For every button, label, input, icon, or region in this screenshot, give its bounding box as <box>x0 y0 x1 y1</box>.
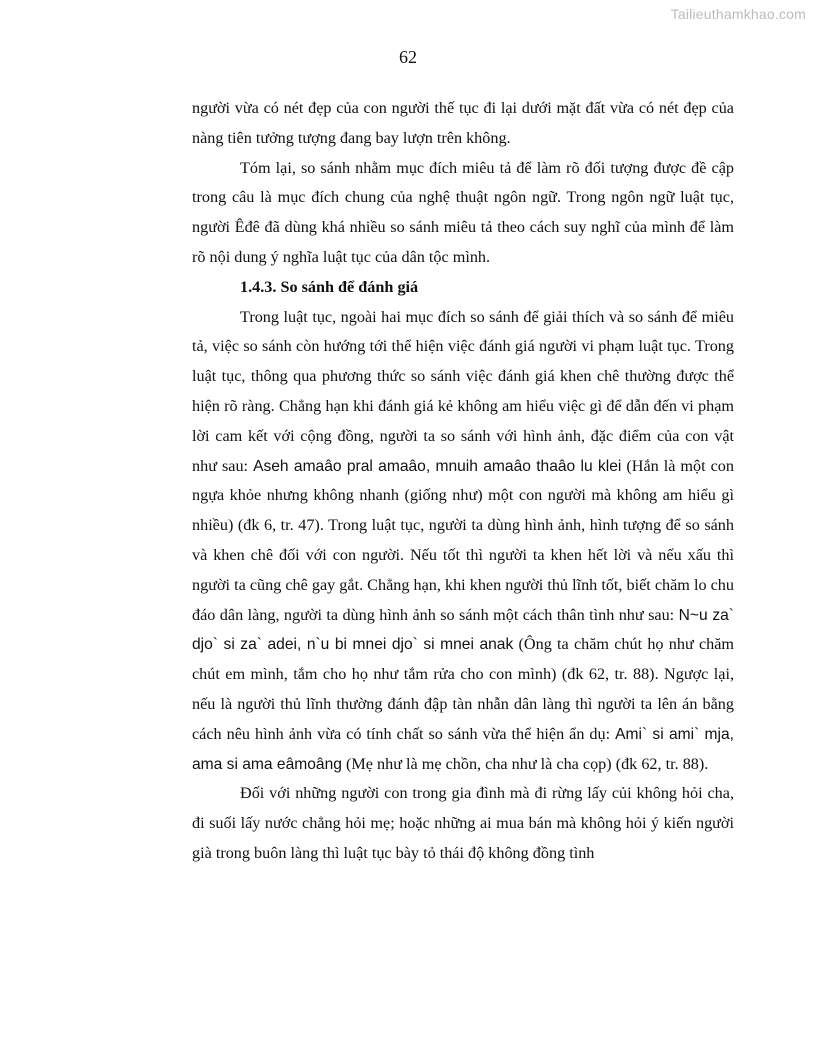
paragraph-4: Đối với những người con trong gia đình mà đi rừng lấy củi không hỏi cha, đi suối lấy nước chẳng hỏi mẹ; hoặc những ai mua bán mà không hỏi ý kiến người già trong buôn làng thì luật tục bày tỏ thái độ không đồng tình <box>192 784 734 862</box>
paragraph-3-text-a: Trong luật tục, ngoài hai mục đích so sánh để giải thích và so sánh để miêu tả, việc so sánh còn hướng tới thể hiện việc đánh giá người vi phạm luật tục. Trong luật tục, thông qua phương thức so sánh việc đánh giá khen chê thường được thể hiện rõ ràng. Chẳng hạn khi đánh giá kẻ không am hiểu việc gì để dẫn đến vi phạm lời cam kết với cộng đồng, người ta so sánh với hình ảnh, đặc điểm của con vật như sau: <box>192 307 734 475</box>
page-number: 62 <box>399 47 417 67</box>
paragraph-3-text-d: (Mẹ như là mẹ chồn, cha như là cha cọp) (đk 62, tr. 88). <box>341 754 709 773</box>
paragraph-2: Tóm lại, so sánh nhằm mục đích miêu tả để làm rõ đối tượng được đề cập trong câu là mục đích chung của nghệ thuật ngôn ngữ. Trong ngôn ngữ luật tục, người Êđê đã dùng khá nhiều so sánh miêu tả theo cách suy nghĩ của mình để làm rõ nội dung ý nghĩa luật tục của dân tộc mình. <box>192 158 734 266</box>
page-body <box>192 94 734 869</box>
watermark: Tailieuthamkhao.com <box>670 6 806 22</box>
paragraph-3-text-b: (Hắn là một con ngựa khỏe nhưng không nhanh (giống như) một con người mà không am hiểu gì nhiều) (đk 6, tr. 47). Trong luật tục, người ta dùng hình ảnh, hình tượng để so sánh và khen chê đối với con người. Nếu tốt thì người ta khen hết lời và nếu xấu thì người ta cũng chê gay gắt. Chẳng hạn, khi khen người thủ lĩnh tốt, biết chăm lo chu đáo dân làng, người ta dùng hình ảnh so sánh một cách thân tình như sau: <box>192 456 734 624</box>
ede-quote-1: Aseh amaâo pral amaâo, mnuih amaâo thaâo lu klei <box>253 457 622 475</box>
paragraph-3 <box>192 303 734 780</box>
paragraph-1: người vừa có nét đẹp của con người thế tục đi lại dưới mặt đất vừa có nét đẹp của nàng tiên tưởng tượng đang bay lượn trên không. <box>192 99 734 147</box>
paragraph-3-text-c: (Ông ta chăm chút họ như chăm chút em mình, tắm cho họ như tắm rửa cho con mình) (đk 62, tr. 88). Ngược lại, nếu là người thủ lĩnh thường đánh đập tàn nhẫn dân làng thì người ta lên án bằng cách nêu hình ảnh vừa có tính chất so sánh vừa thể hiện ẩn dụ: <box>192 635 735 743</box>
ede-quote-3: Ami` si ami` mja, ama si ama eâmoâng <box>192 725 734 773</box>
ede-quote-2: N~u za` djo` si za` adei, n`u bi mnei djo` si mnei anak <box>192 606 734 654</box>
section-heading: 1.4.3. So sánh để đánh giá <box>240 277 419 296</box>
